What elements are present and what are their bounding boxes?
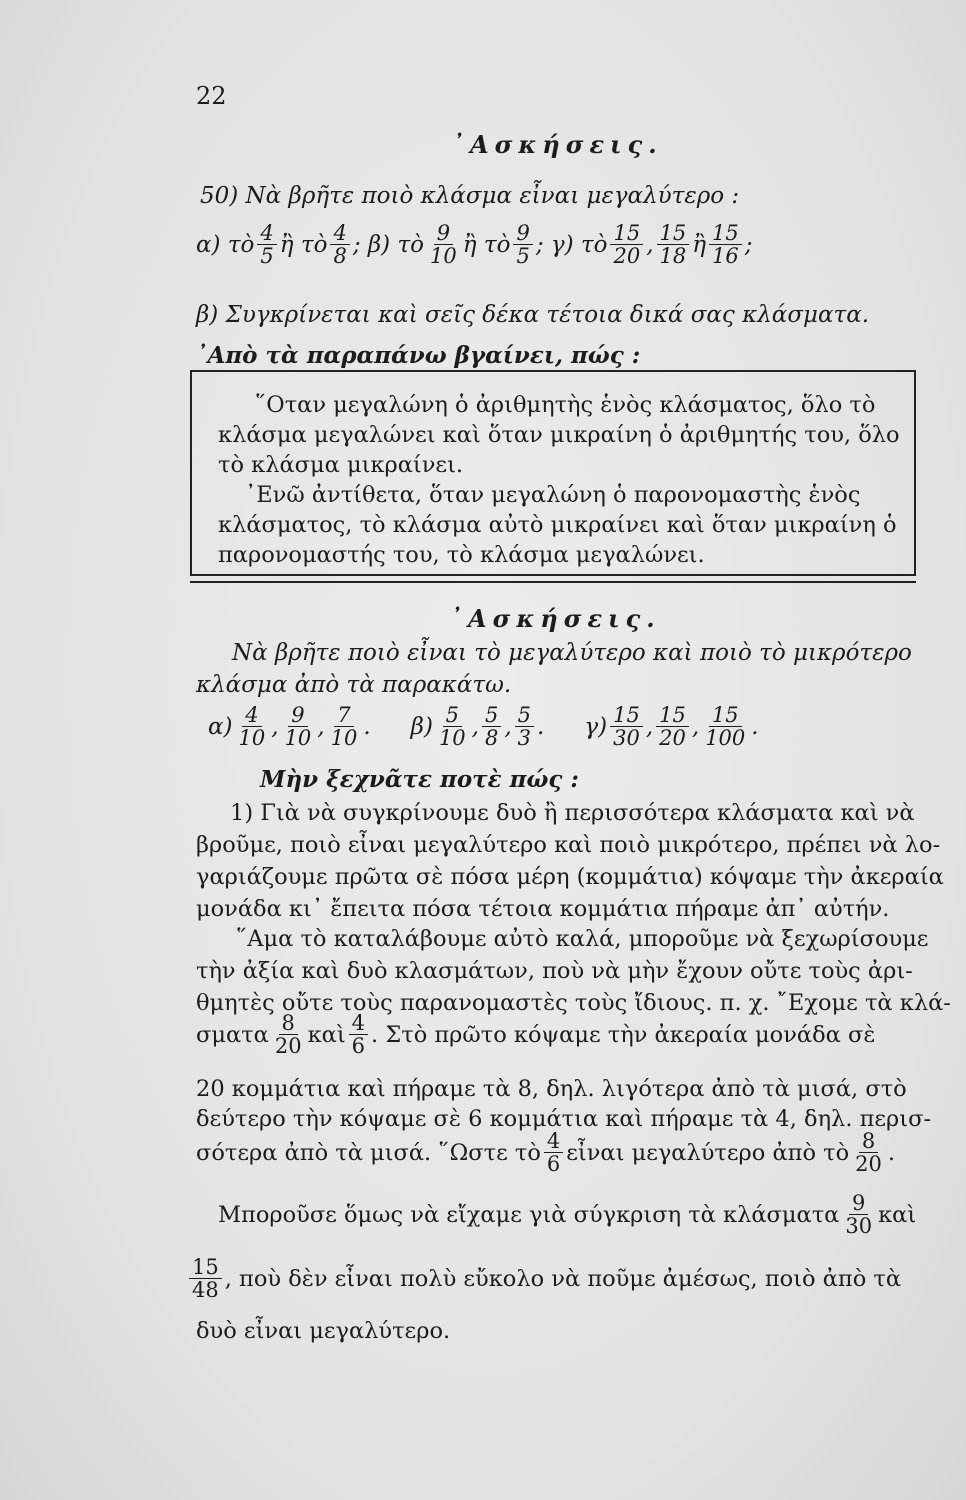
rule-heading: ᾿Απὸ τὰ παραπάνω βγαίνει, πώς : <box>196 342 641 369</box>
fraction <box>189 1256 222 1301</box>
fraction <box>656 704 689 749</box>
body-text: γαριάζουμε πρῶτα σὲ πόσα μέρη (κομμάτια) κόψαμε τὴν ἀκεραία <box>196 864 944 890</box>
body-text: βροῦμε, ποιὸ εἶναι μεγαλύτερο καὶ ποιὸ μικρότερο, πρέπει νὰ λο- <box>196 832 941 858</box>
exercise-2-prompt: Νὰ βρῆτε ποιὸ εἶναι τὸ μεγαλύτερο καὶ ποιὸ τὸ μικρότερο <box>232 640 912 666</box>
comma: , <box>317 713 325 740</box>
numerator: 8 <box>859 1130 878 1153</box>
question-mark: ; <box>744 231 753 258</box>
rule-text: κλάσματος, τὸ κλάσμα αὐτὸ μικραίνει καὶ ὅταν μικραίνη ὁ <box>218 512 897 538</box>
numerator: 4 <box>330 222 349 245</box>
denominator: 5 <box>260 244 274 269</box>
denominator: 100 <box>705 726 746 751</box>
denominator: 18 <box>659 244 687 269</box>
body-text-with-fractions <box>186 1256 901 1301</box>
fraction <box>852 1130 885 1175</box>
text: . Στὸ πρῶτο κόψαμε τὴν ἀκεραία μονάδα σὲ <box>371 1021 876 1048</box>
text-or: ἢ τὸ <box>462 231 511 258</box>
numerator: 9 <box>434 222 453 245</box>
fraction <box>436 704 469 749</box>
fraction <box>427 222 460 267</box>
fraction <box>544 1130 563 1175</box>
denominator: 30 <box>613 726 640 751</box>
fraction <box>482 704 501 749</box>
label-gamma: ; γ) τὸ <box>535 231 608 258</box>
fraction <box>610 704 643 749</box>
numerator: 8 <box>279 1012 298 1035</box>
numerator: 9 <box>849 1192 868 1215</box>
numerator: 4 <box>242 704 261 727</box>
rule-text: ᾿Ενῶ ἀντίθετα, ὅταν μεγαλώνη ὁ παρονομαστὴς ἑνὸς <box>245 482 861 508</box>
text: καὶ <box>307 1021 346 1048</box>
text-or: ἢ <box>692 231 707 258</box>
period: . <box>751 713 759 740</box>
comma: , <box>646 231 654 258</box>
rule-box-double-line <box>190 581 916 583</box>
body-text-with-fractions <box>196 1130 895 1175</box>
denominator: 10 <box>430 244 457 269</box>
comma: , <box>645 713 654 740</box>
body-text: τὴν ἀξία καὶ δυὸ κλασμάτων, ποὺ νὰ μὴν ἔχουν οὔτε τοὺς ἀρι- <box>196 958 913 984</box>
period: . <box>537 713 545 740</box>
fraction <box>257 222 276 267</box>
fraction <box>236 704 269 749</box>
exercises-heading-2: ᾿Ασκήσεις. <box>450 604 661 633</box>
numerator: 9 <box>513 222 532 245</box>
denominator: 6 <box>546 1152 561 1177</box>
exercise-50-fractions <box>196 222 753 267</box>
page-number: 22 <box>196 82 227 110</box>
denominator: 48 <box>192 1278 219 1303</box>
numerator: 4 <box>349 1012 368 1035</box>
denominator: 8 <box>333 244 347 269</box>
denominator: 6 <box>351 1034 366 1059</box>
exercises-heading: ᾿Ασκήσεις. <box>452 130 663 159</box>
numerator: 15 <box>709 704 742 727</box>
denominator: 10 <box>284 726 312 751</box>
body-text: 1) Γιὰ νὰ συγκρίνουμε δυὸ ἢ περισσότερα κλάσματα καὶ νὰ <box>230 800 915 826</box>
label-beta: β) <box>410 713 433 740</box>
text: , ποὺ δὲν εἶναι πολὺ εὔκολο νὰ ποῦμε ἀμέσως, ποιὸ ἀπὸ τὰ <box>224 1265 902 1292</box>
rule-text: παρονομαστής του, τὸ κλάσμα μεγαλώνει. <box>218 542 705 568</box>
body-text: δεύτερο τὴν κόψαμε σὲ 6 κομμάτια καὶ πήραμε τὰ 4, δηλ. περισ- <box>196 1106 932 1132</box>
numerator: 7 <box>334 704 353 727</box>
comma: , <box>471 713 479 740</box>
fraction <box>328 704 361 749</box>
exercise-2-fractions <box>208 704 759 749</box>
denominator: 20 <box>855 1152 882 1177</box>
denominator: 20 <box>613 244 641 269</box>
numerator: 5 <box>482 704 501 727</box>
comma: , <box>691 713 700 740</box>
fraction <box>282 704 315 749</box>
fraction <box>610 222 643 267</box>
numerator: 15 <box>657 222 690 245</box>
denominator: 8 <box>484 726 499 751</box>
text: . <box>887 1139 896 1166</box>
numerator: 4 <box>544 1130 563 1153</box>
denominator: 5 <box>516 244 530 269</box>
label-alpha: α) τὸ <box>196 231 255 258</box>
denominator: 30 <box>845 1214 873 1239</box>
body-text: ῞Αμα τὸ καταλάβουμε αὐτὸ καλά, μποροῦμε νὰ ξεχωρίσουμε <box>236 926 929 952</box>
text-or: ἢ τὸ <box>279 231 328 258</box>
body-text: θμητὲς οὔτε τοὺς παρανομαστὲς τοὺς ἴδιους. π. χ. ῎Εχομε τὰ κλά- <box>196 990 951 1016</box>
label-alpha: α) <box>208 713 233 740</box>
numerator: 9 <box>288 704 307 727</box>
denominator: 16 <box>712 244 739 269</box>
exercise-2-prompt: κλάσμα ἀπὸ τὰ παρακάτω. <box>196 672 512 698</box>
numerator: 15 <box>189 1256 222 1279</box>
text: σότερα ἀπὸ τὰ μισά. ῞Ωστε τὸ <box>196 1139 541 1166</box>
numerator: 15 <box>709 222 742 245</box>
text: Μποροῦσε ὅμως νὰ εἴχαμε γιὰ σύγκριση τὰ κλάσματα <box>218 1201 840 1228</box>
numerator: 15 <box>610 704 643 727</box>
denominator: 20 <box>274 1034 302 1059</box>
comma: , <box>504 713 512 740</box>
fraction <box>515 704 534 749</box>
rule-text: ῞Οταν μεγαλώνη ὁ ἀριθμητὴς ἑνὸς κλάσματος, ὅλο τὸ <box>255 392 876 418</box>
fraction <box>657 222 690 267</box>
text: εἶναι μεγαλύτερο ἀπὸ τὸ <box>566 1139 850 1166</box>
body-text: μονάδα κι᾿ ἔπειτα πόσα τέτοια κομμάτια πήραμε ἀπ᾿ αὐτήν. <box>196 896 890 922</box>
fraction <box>330 222 349 267</box>
text: σματα <box>196 1021 269 1048</box>
numerator: 15 <box>656 704 689 727</box>
body-text-with-fractions <box>218 1192 916 1237</box>
rule-text: κλάσμα μεγαλώνει καὶ ὅταν μικραίνη ὁ ἀριθμητής του, ὅλο <box>218 422 900 448</box>
exercise-50-prompt: 50) Νὰ βρῆτε ποιὸ κλάσμα εἶναι μεγαλύτερο : <box>200 183 740 209</box>
denominator: 20 <box>659 726 686 751</box>
label-beta: ; β) τὸ <box>352 231 425 258</box>
label-gamma: γ) <box>584 713 608 740</box>
fraction <box>513 222 532 267</box>
denominator: 10 <box>238 726 266 751</box>
numerator: 5 <box>515 704 534 727</box>
denominator: 10 <box>330 726 358 751</box>
rule-text: τὸ κλάσμα μικραίνει. <box>218 452 464 478</box>
body-text: δυὸ εἶναι μεγαλύτερο. <box>196 1318 451 1344</box>
numerator: 15 <box>610 222 643 245</box>
denominator: 10 <box>438 726 466 751</box>
fraction <box>272 1012 305 1057</box>
denominator: 3 <box>517 726 532 751</box>
fraction <box>842 1192 875 1237</box>
comma: , <box>271 713 279 740</box>
remember-heading: Μὴν ξεχνᾶτε ποτὲ πώς : <box>260 766 579 793</box>
fraction <box>709 222 742 267</box>
body-text-with-fractions <box>196 1012 875 1057</box>
text: καὶ <box>878 1201 917 1228</box>
numerator: 5 <box>443 704 462 727</box>
numerator: 4 <box>257 222 276 245</box>
fraction <box>349 1012 368 1057</box>
exercise-50-beta: β) Συγκρίνεται καὶ σεῖς δέκα τέτοια δικά σας κλάσματα. <box>196 302 870 328</box>
body-text: 20 κομμάτια καὶ πήραμε τὰ 8, δηλ. λιγότερα ἀπὸ τὰ μισά, στὸ <box>196 1076 907 1102</box>
fraction <box>702 704 748 749</box>
period: . <box>363 713 371 740</box>
